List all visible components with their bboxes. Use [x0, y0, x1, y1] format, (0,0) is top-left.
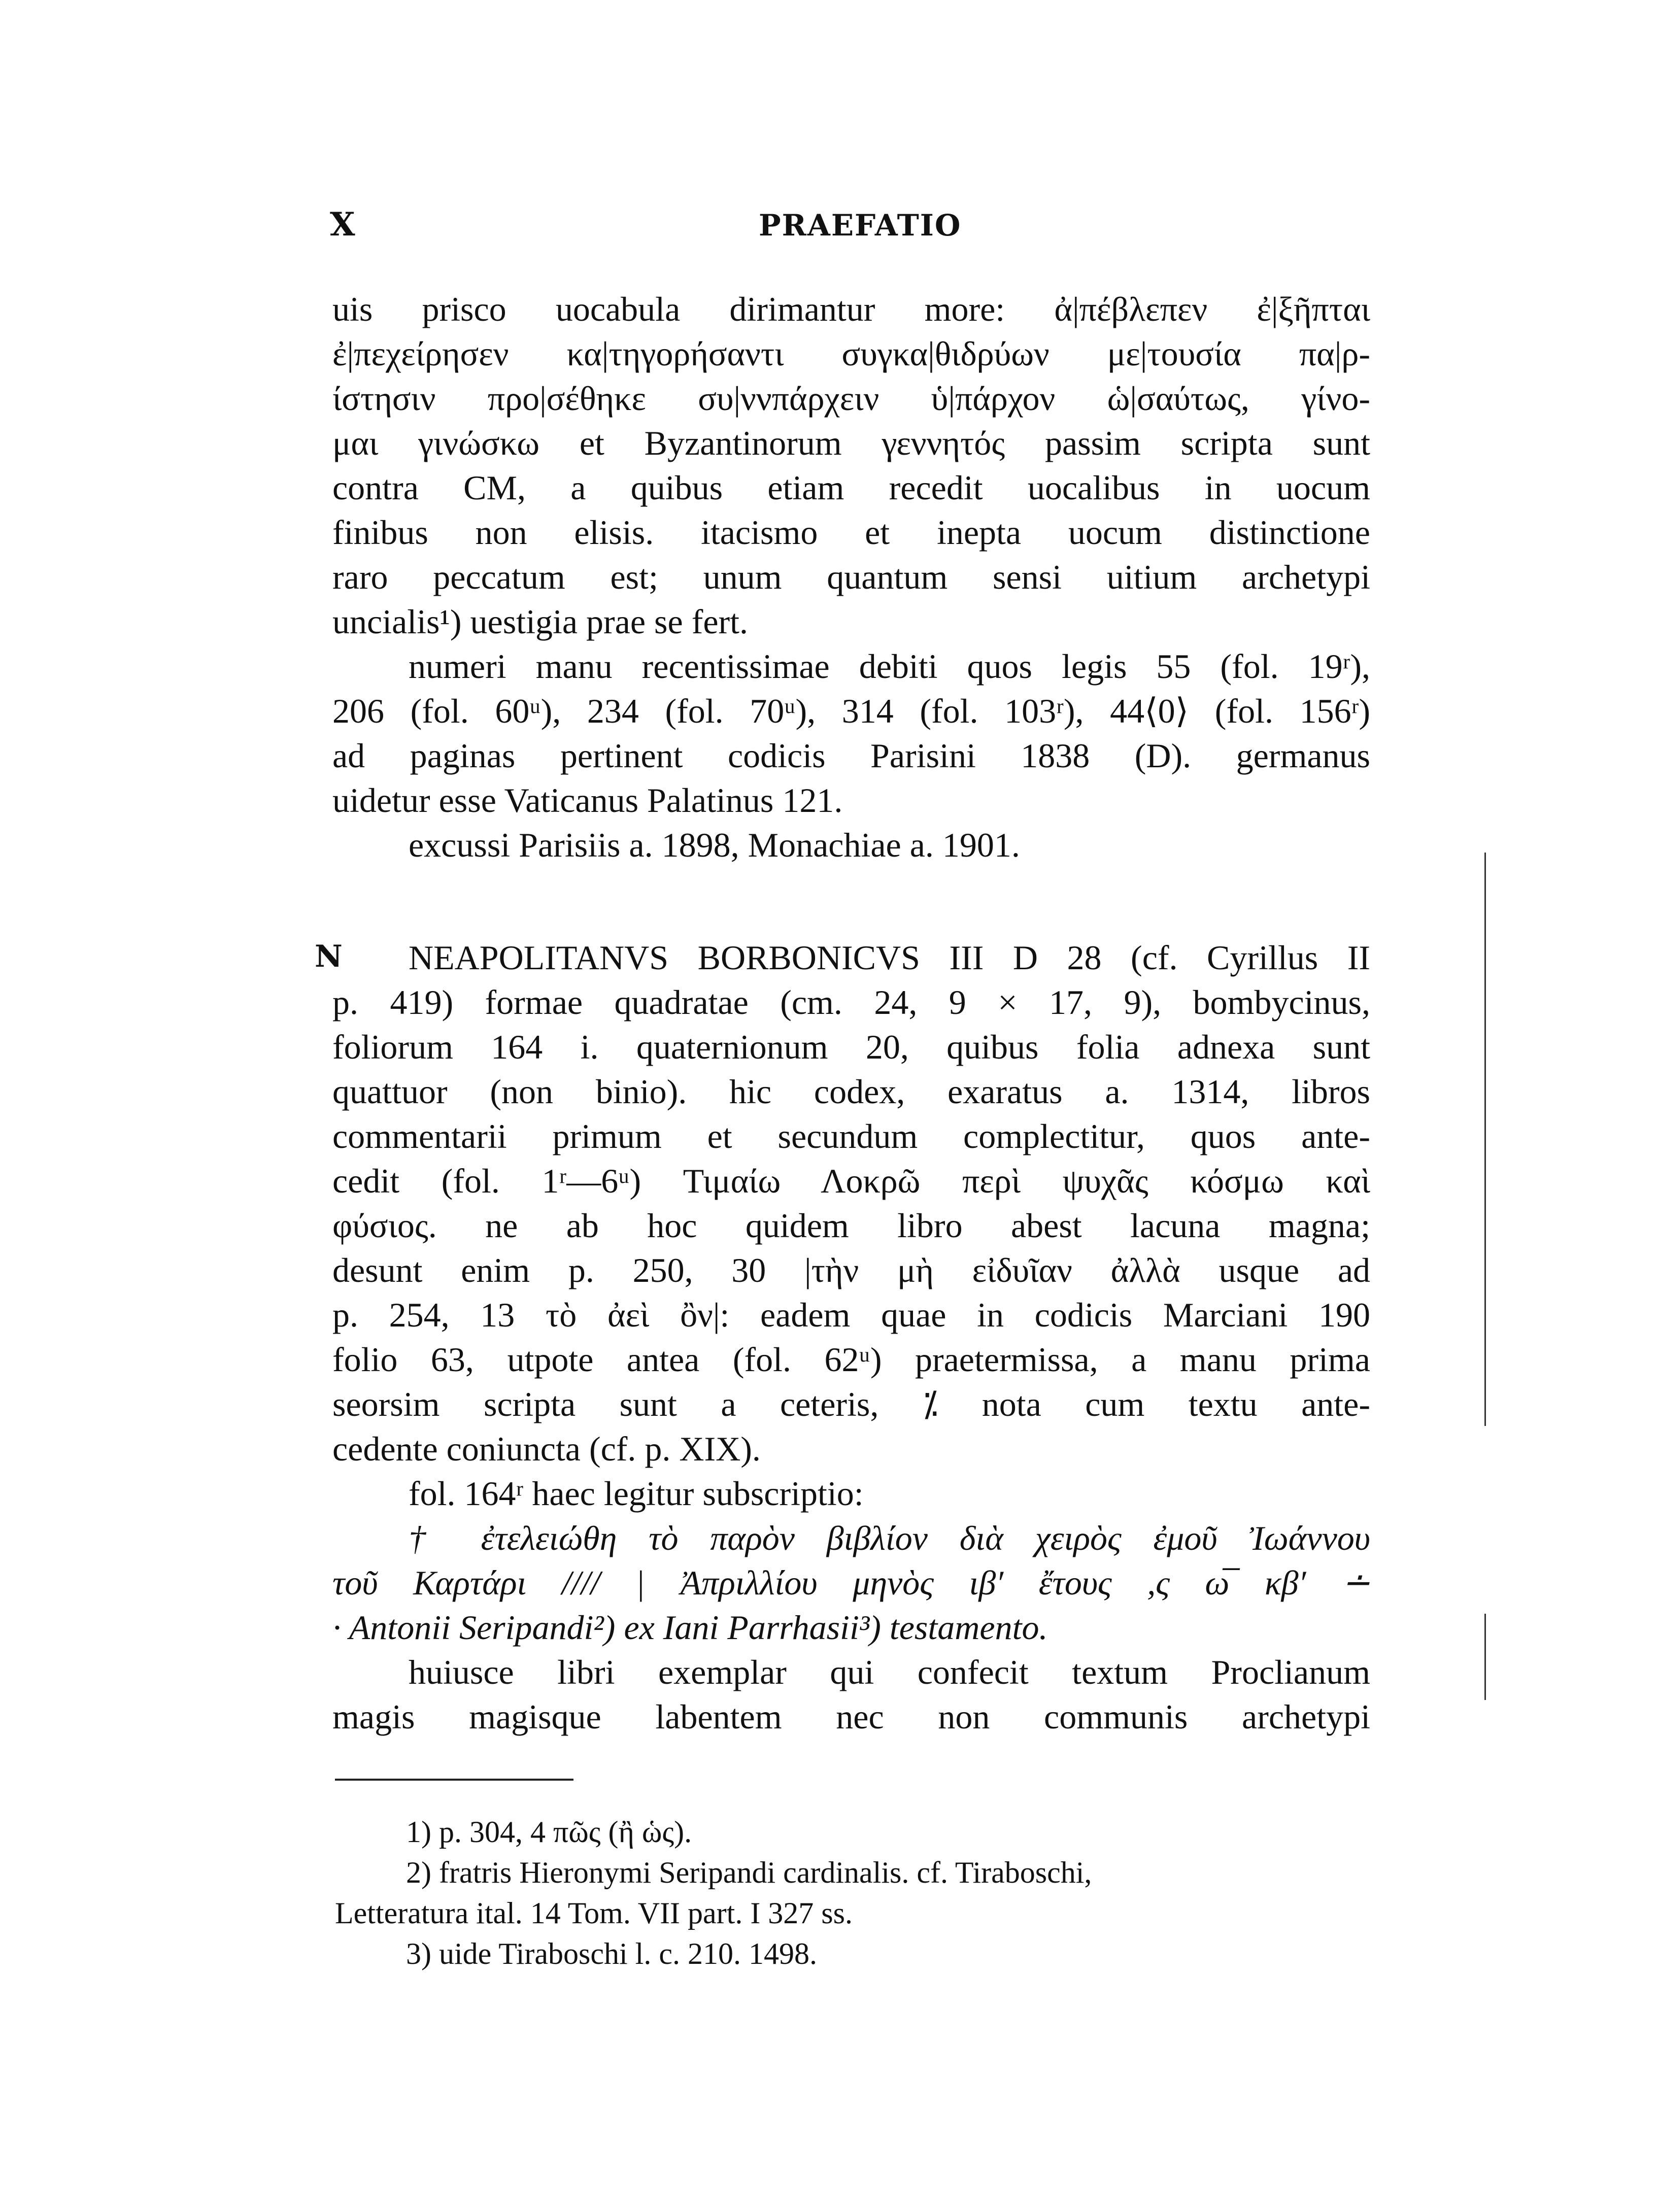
text-line: cedente coniuncta (cf. p. XIX).: [332, 1430, 761, 1468]
text-line: finibus non elisis. itacismo et inepta uocum distinctione: [332, 513, 1370, 552]
text-line: folio 63, utpote antea (fol. 62ᵘ) praetermissa, a manu prima: [332, 1340, 1370, 1379]
text-line: raro peccatum est; unum quantum sensi uitium archetypi: [332, 558, 1370, 596]
footnote: 2) fratris Hieronymi Seripandi cardinalis. cf. Tiraboschi,: [406, 1856, 1092, 1889]
text-line: uis prisco uocabula dirimantur more: ἀ|πέβλεπεν ἐ|ξῆπται: [332, 290, 1370, 328]
text-line: uidetur esse Vaticanus Palatinus 121.: [332, 781, 843, 820]
text-line: uncialis¹) uestigia prae se fert.: [332, 602, 749, 641]
text-line: huiusce libri exemplar qui confecit textum Proclianum: [409, 1653, 1370, 1691]
text-line: μαι γινώσκω et Byzantinorum γεννητός passim scripta sunt: [332, 424, 1370, 462]
margin-rule: [1484, 853, 1486, 1426]
text-line: commentarii primum et secundum complectitur, quos ante-: [332, 1117, 1370, 1155]
text-line: seorsim scripta sunt a ceteris, ⁒ nota cum textu ante-: [332, 1385, 1370, 1423]
text-line: ad paginas pertinent codicis Parisini 1838 (D). germanus: [332, 736, 1370, 775]
text-line: magis magisque labentem nec non communis archetypi: [332, 1697, 1370, 1736]
paragraph-orthography: [332, 287, 1370, 644]
margin-rule: [1484, 1614, 1486, 1700]
text-line: excussi Parisiis a. 1898, Monachiae a. 1901.: [409, 826, 1020, 864]
text-line: fol. 164ʳ haec legitur subscriptio:: [409, 1474, 864, 1513]
text-line: cedit (fol. 1ʳ—6ᵘ) Τιμαίω Λοκρῶ περὶ ψυχᾶς κόσμω καὶ: [332, 1162, 1370, 1200]
paragraph-collation: [332, 823, 1370, 867]
text-line: τοῦ Καρτάρι //// | Ἀπριλλίου μηνὸς ιβ′ ἔτους ,ς ω̅ κβ′ ∸: [332, 1563, 1370, 1602]
paragraph-numbers: [332, 644, 1370, 823]
text-line: p. 254, 13 τὸ ἀεὶ ὂν|: eadem quae in codicis Marciani 190: [332, 1296, 1370, 1334]
footnotes: [335, 1812, 1370, 1974]
footnote: 1) p. 304, 4 πῶς (ἢ ὡς).: [406, 1815, 692, 1849]
text-line: ἐ|πεχείρησεν κα|τηγορήσαντι συγκα|θιδρύων με|τουσία πα|ρ-: [332, 334, 1370, 373]
text-line: foliorum 164 i. quaternionum 20, quibus folia adnexa sunt: [332, 1028, 1370, 1066]
footnote: 3) uide Tiraboschi l. c. 210. 1498.: [406, 1937, 817, 1970]
text-line: φύσιος. ne ab hoc quidem libro abest lacuna magna;: [332, 1206, 1370, 1245]
manuscript-siglum: N: [315, 939, 343, 974]
paragraph-exemplar: [332, 1650, 1370, 1739]
footnote: Letteratura ital. 14 Tom. VII part. I 327 ss.: [335, 1896, 853, 1930]
footnote-separator: [335, 1779, 573, 1781]
text-line: numeri manu recentissimae debiti quos legis 55 (fol. 19ʳ),: [409, 647, 1370, 686]
page-number: X: [330, 206, 355, 244]
text-line: ίστησιν προ|σέθηκε συ|ννπάρχειν ὑ|πάρχον ὡ|σαύτως, γίνο-: [332, 379, 1370, 418]
text-line: · Antonii Seripandi²) ex Iani Parrhasii³) testamento.: [332, 1608, 1048, 1647]
text-line: quattuor (non binio). hic codex, exaratus a. 1314, libros: [332, 1072, 1370, 1111]
text-line: desunt enim p. 250, 30 |τὴν μὴ εἰδυῖαν ἀλλὰ usque ad: [332, 1251, 1370, 1289]
text-line: NEAPOLITANVS BORBONICVS III D 28 (cf. Cyrillus II: [409, 938, 1370, 977]
text-line: contra CM, a quibus etiam recedit uocalibus in uocum: [332, 468, 1370, 507]
text-line: 206 (fol. 60ᵘ), 234 (fol. 70ᵘ), 314 (fol. 103ʳ), 44⟨0⟩ (fol. 156ʳ): [332, 692, 1370, 730]
paragraph-subscriptio: [332, 1471, 1370, 1650]
text-line: † ἐτελειώθη τὸ παρὸν βιβλίον διὰ χειρὸς ἐμοῦ Ἰωάννου: [409, 1519, 1370, 1557]
text-line: p. 419) formae quadratae (cm. 24, 9 × 17, 9), bombycinus,: [332, 983, 1370, 1022]
paragraph-neapolitanus: [332, 935, 1370, 1471]
running-head: PRAEFATIO: [759, 208, 962, 243]
